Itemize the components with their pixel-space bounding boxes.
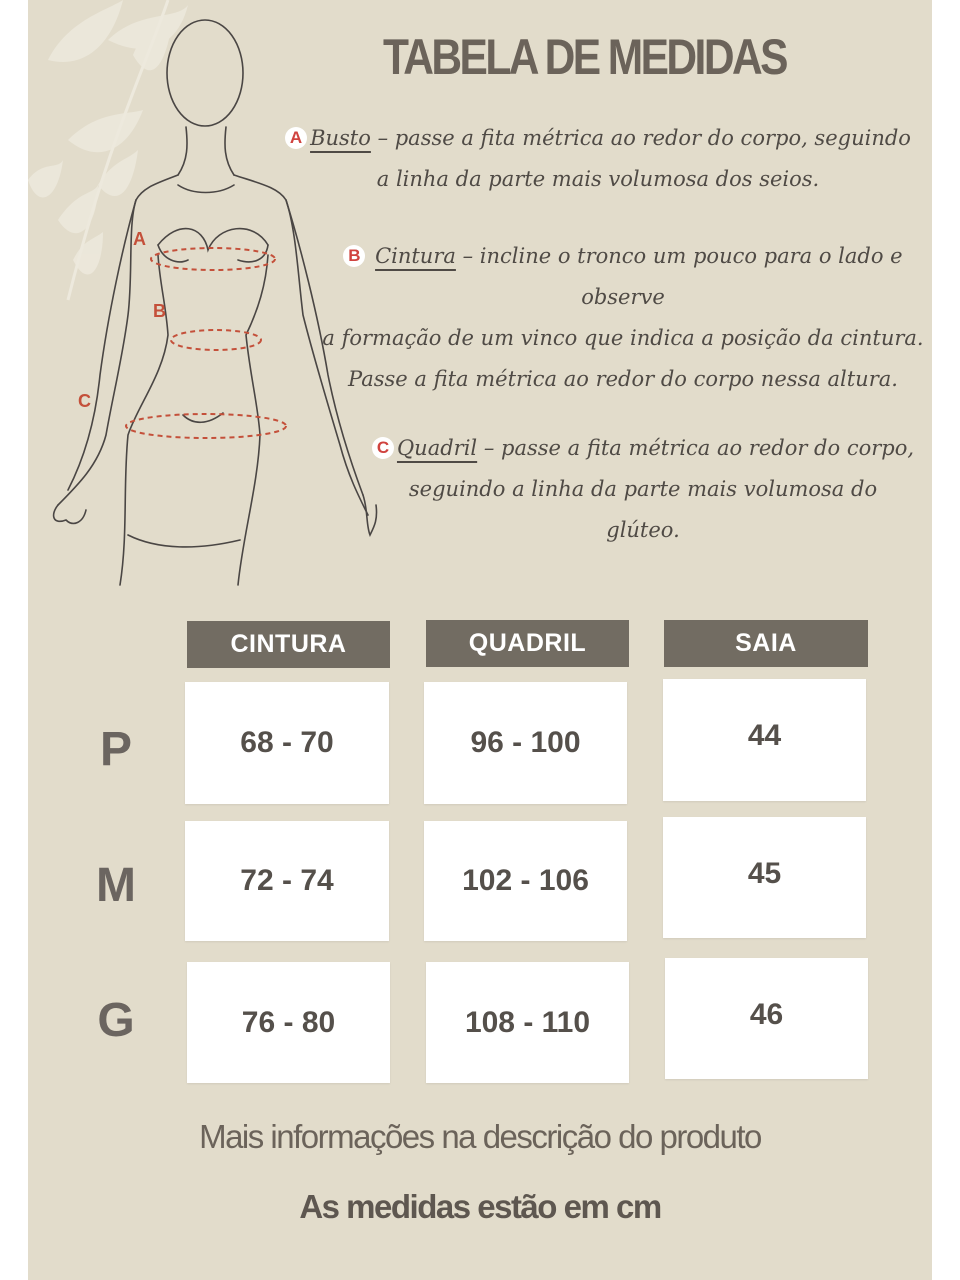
- instruction-text: – passe a fita métrica ao redor do corpo,: [477, 436, 915, 460]
- badge-a: A: [285, 127, 307, 149]
- instruction-text: glúteo.: [606, 518, 680, 542]
- instruction-keyword: Busto: [310, 126, 371, 150]
- header-saia: SAIA: [664, 620, 868, 667]
- instruction-text: a linha da parte mais volumosa dos seios.: [376, 167, 820, 191]
- header-quadril: QUADRIL: [426, 620, 629, 667]
- instruction-text: seguindo a linha da parte mais volumosa do: [408, 477, 878, 501]
- instruction-keyword: Quadril: [396, 436, 478, 460]
- cell-g-quadril: 108 - 110: [426, 962, 629, 1083]
- instruction-bust: [278, 118, 918, 200]
- cell-p-cintura: 68 - 70: [185, 682, 389, 804]
- marker-a: A: [133, 229, 146, 249]
- instruction-text: – incline o tronco um pouco para o lado e: [455, 244, 903, 268]
- cell-m-cintura: 72 - 74: [185, 821, 389, 941]
- size-chart-page: [28, 0, 932, 1280]
- cell-m-saia: 45: [663, 817, 866, 938]
- cell-g-saia: 46: [665, 958, 868, 1079]
- footer-info: Mais informações na descrição do produto: [199, 1118, 761, 1155]
- cell-g-cintura: 76 - 80: [187, 962, 390, 1083]
- footer-units: As medidas estão em cm: [299, 1188, 661, 1225]
- cell-p-saia: 44: [663, 679, 866, 801]
- size-label-p: P: [99, 723, 132, 776]
- size-label-m: M: [96, 859, 136, 912]
- instruction-text: a formação de um vinco que indica a posição da cintura.: [322, 326, 924, 350]
- badge-c: C: [372, 437, 394, 459]
- header-cintura: CINTURA: [187, 621, 390, 668]
- marker-c: C: [78, 391, 91, 411]
- cell-m-quadril: 102 - 106: [424, 821, 627, 941]
- cell-p-quadril: 96 - 100: [424, 682, 627, 804]
- instruction-keyword: Cintura: [375, 244, 456, 268]
- badge-b: B: [343, 245, 365, 267]
- page-title: TABELA DE MEDIDAS: [383, 29, 786, 85]
- instruction-text: observe: [581, 285, 665, 309]
- instruction-text: – passe a fita métrica ao redor do corpo, seguindo: [370, 126, 911, 150]
- size-label-g: G: [97, 994, 135, 1047]
- marker-b: B: [153, 301, 166, 321]
- instruction-text: Passe a fita métrica ao redor do corpo nessa altura.: [348, 367, 898, 391]
- instruction-hip: [358, 428, 928, 551]
- instruction-waist: [318, 236, 928, 400]
